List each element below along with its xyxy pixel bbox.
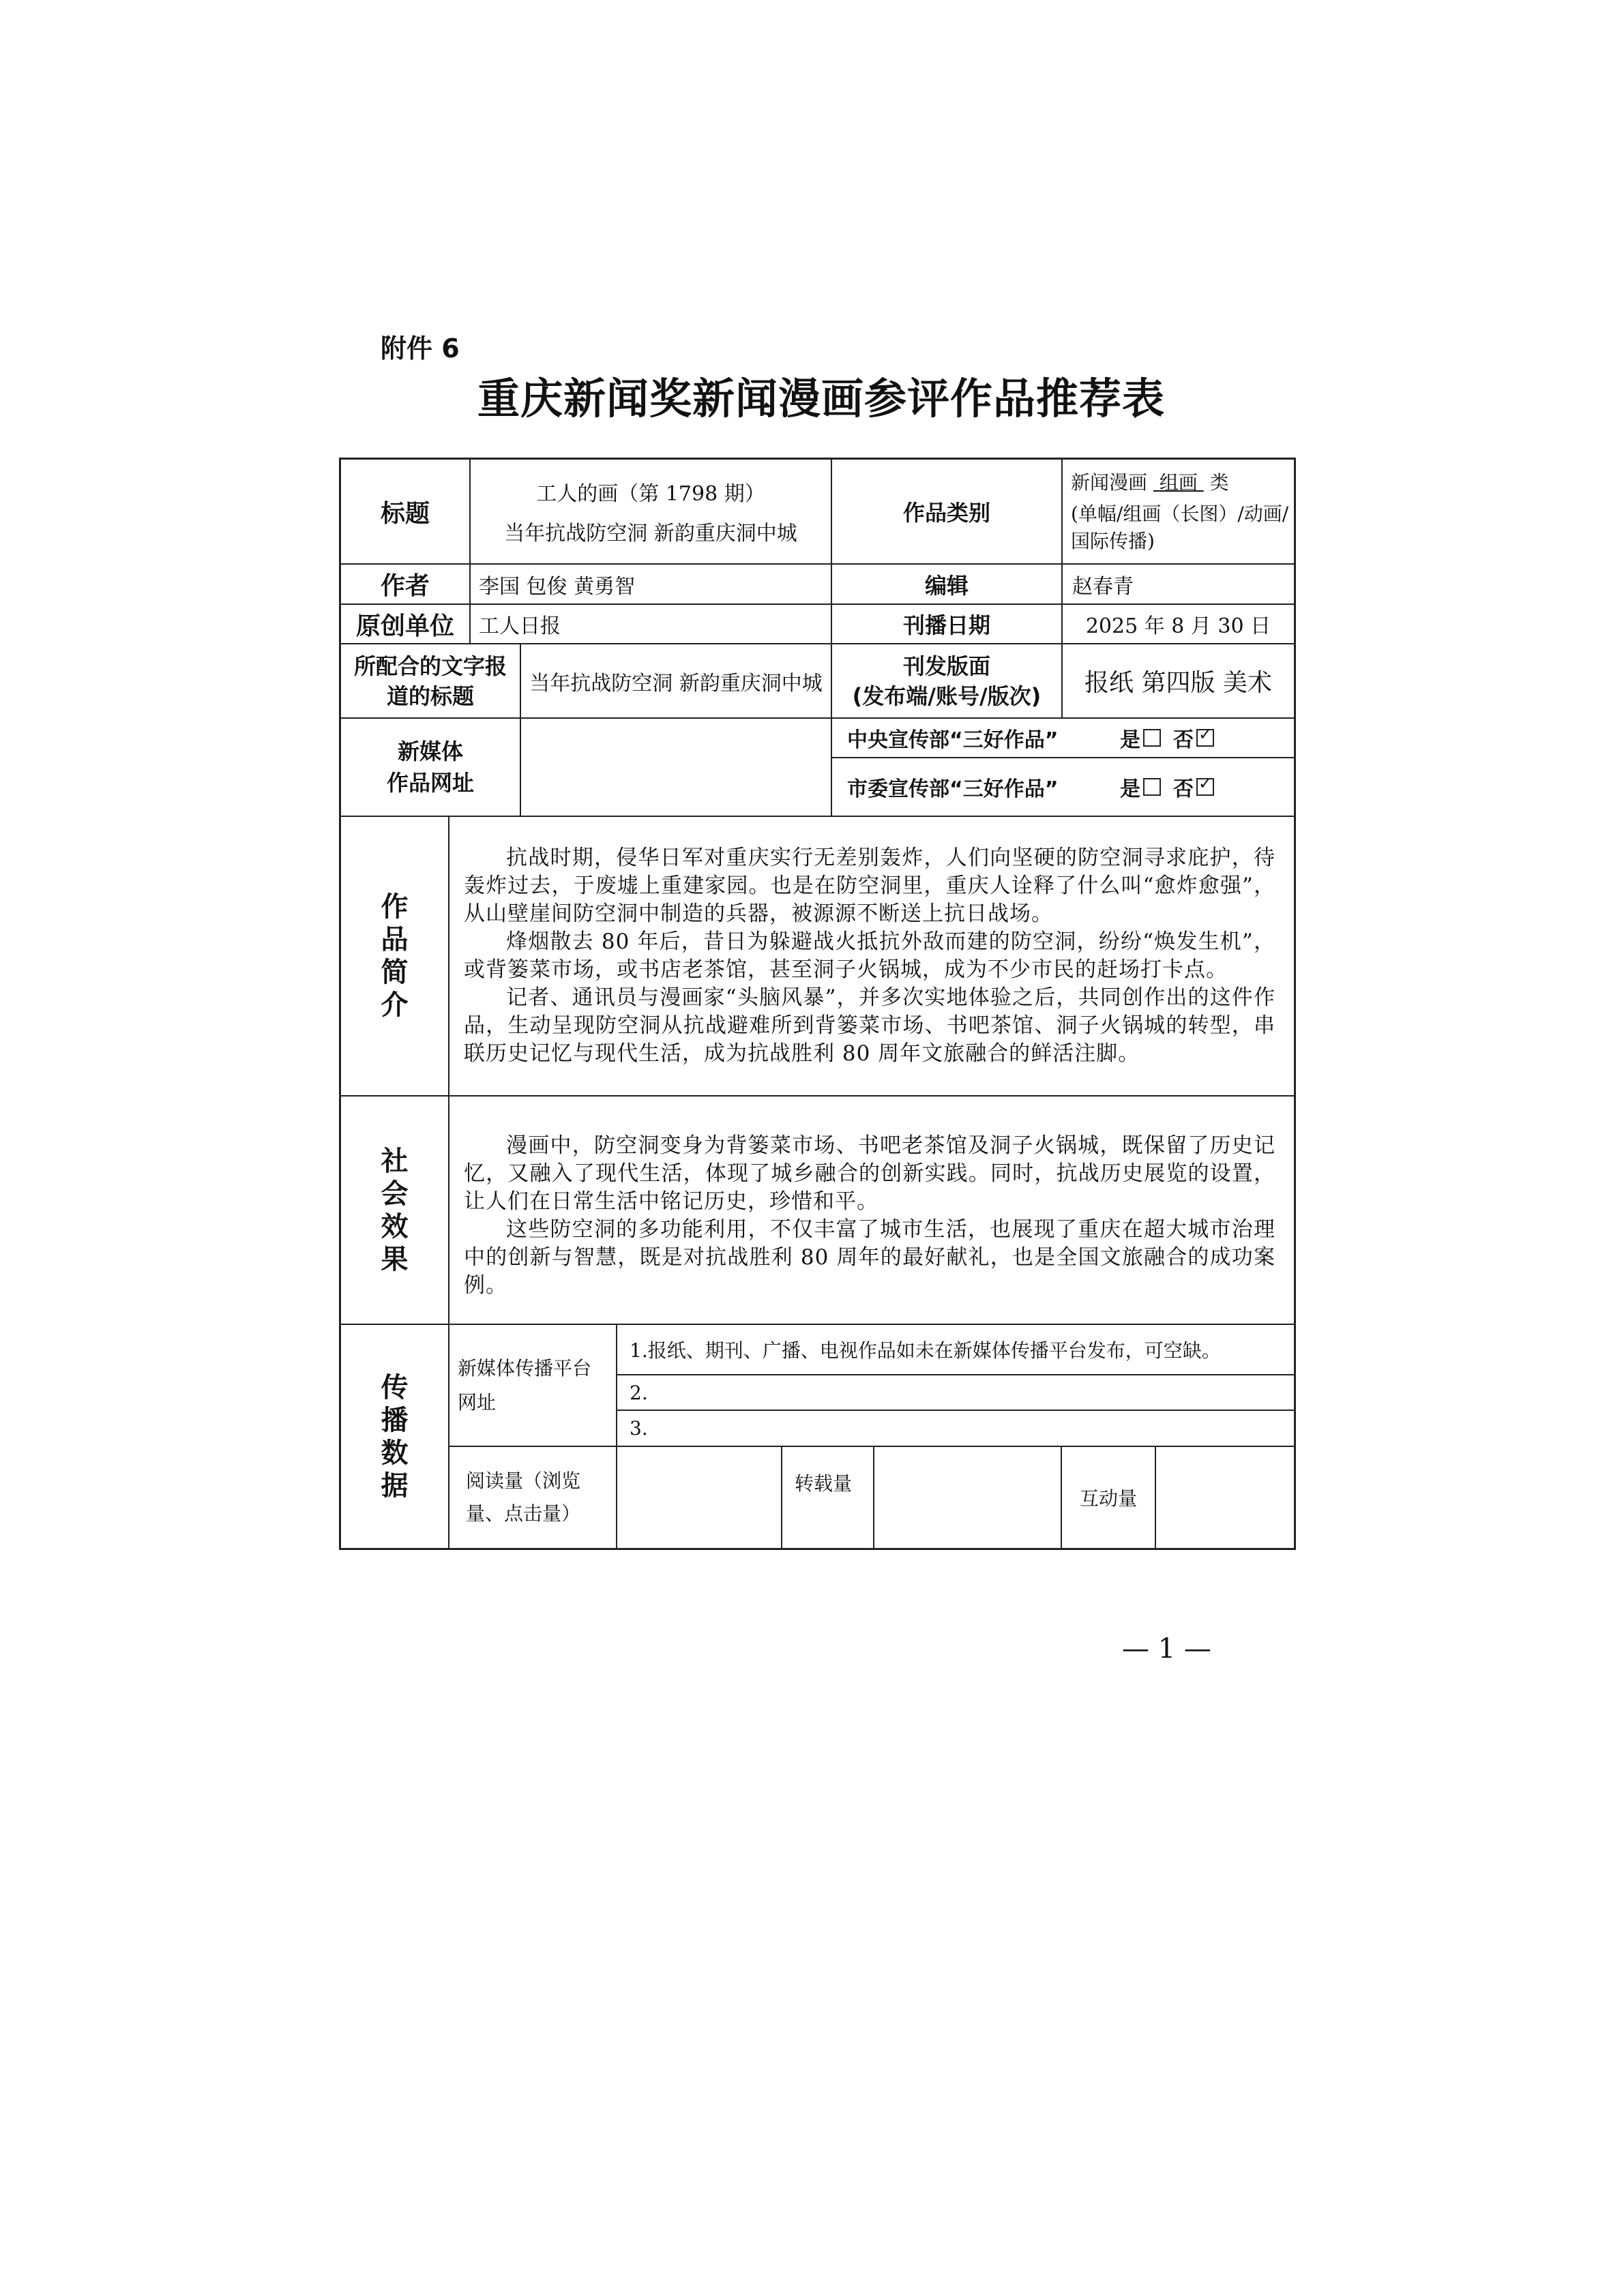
city-no-label: 否 (1173, 777, 1194, 801)
title-label: 标题 (380, 499, 430, 528)
intro-label-text: 作品简介 (381, 891, 409, 1021)
central-three-good-label: 中央宣传部“三好作品” (847, 728, 1059, 752)
reposts-label: 转载量 (795, 1472, 853, 1495)
editor-value: 赵春青 (1072, 574, 1134, 599)
effect-paragraph: 漫画中，防空洞变身为背篓菜市场、书吧老茶馆及洞子火锅城，既保留了历史记忆，又融入了现代生活，体现了城乡融合的创新实践。同时，抗战历史展览的设置，让人们在日常生活中铭记历史，珍惜和平。 (464, 1133, 1275, 1214)
spread-label-text: 传播数据 (381, 1371, 409, 1502)
newmedia-label: 新媒体 作品网址 (386, 739, 474, 796)
date-label: 刊播日期 (902, 612, 990, 638)
date-value: 2025 年 8 月 30 日 (1085, 614, 1271, 638)
category-suffix: 类 (1209, 471, 1229, 494)
reads-value[interactable] (617, 1447, 781, 1548)
reads-label: 阅读量（浏览量、点击量） (466, 1470, 581, 1525)
effect-label (341, 1097, 448, 1324)
category-selected: 组画 (1159, 471, 1198, 494)
platform-url-2[interactable]: 2. (630, 1381, 648, 1404)
editor-label: 编辑 (924, 572, 969, 599)
layout-label: 刊发版面 (发布端/账号/版次) (852, 653, 1042, 709)
interactions-label: 互动量 (1079, 1487, 1137, 1510)
intro-label (341, 817, 448, 1095)
intro-paragraph: 烽烟散去 80 年后，昔日为躲避战火抵抗外敌而建的防空洞，纷纷“焕发生机”，或背篓菜市场，或书店老茶馆，甚至洞子火锅城，成为不少市民的赶场打卡点。 (464, 929, 1275, 982)
unit-label: 原创单位 (355, 612, 454, 640)
effect-label-text: 社会效果 (381, 1145, 409, 1275)
central-no-checkbox[interactable] (1196, 729, 1214, 747)
city-three-good-row (832, 758, 1294, 816)
page-number: — 1 — (1122, 1633, 1211, 1665)
page-title: 重庆新闻奖新闻漫画参评作品推荐表 (477, 374, 1166, 423)
layout-value: 报纸 第四版 美术 (1084, 669, 1272, 697)
intro-paragraph: 记者、通讯员与漫画家“头脑风暴”，并多次实地体验之后，共同创作出的这件作品，生动呈现防空洞从抗战避难所到背篓菜市场、书吧茶馆、洞子火锅城的转型，串联历史记忆与现代生活，成为抗战胜利 80 周年文旅融合的鲜活注脚。 (464, 985, 1275, 1066)
spread-label (341, 1325, 448, 1548)
attachment-label: 附件 6 (381, 333, 460, 363)
title-value-line1: 工人的画（第 1798 期） (536, 482, 765, 506)
interactions-value[interactable] (1156, 1447, 1294, 1548)
city-three-good-label: 市委宣传部“三好作品” (847, 777, 1059, 801)
title-value-line2: 当年抗战防空洞 新韵重庆洞中城 (504, 522, 797, 546)
category-prefix: 新闻漫画 (1071, 471, 1148, 494)
category-options: (单幅/组画（长图）/动画/国际传播) (1071, 503, 1289, 552)
platform-url-3[interactable]: 3. (630, 1417, 648, 1440)
city-yes-label: 是 (1120, 777, 1140, 801)
platform-url-1[interactable]: 1.报纸、期刊、广播、电视作品如未在新媒体传播平台发布，可空缺。 (630, 1339, 1221, 1362)
effect-text (464, 1132, 1275, 1300)
report-label: 所配合的文字报道的标题 (353, 653, 507, 709)
unit-value: 工人日报 (479, 614, 561, 638)
city-no-checkbox[interactable] (1196, 778, 1214, 796)
city-yes-checkbox[interactable] (1143, 778, 1161, 796)
intro-text (464, 844, 1275, 1068)
category-label: 作品类别 (902, 500, 990, 526)
category-value (1063, 460, 1294, 563)
central-yes-label: 是 (1120, 728, 1140, 752)
report-value: 当年抗战防空洞 新韵重庆洞中城 (529, 671, 823, 696)
platform-label: 新媒体传播平台网址 (458, 1356, 592, 1414)
author-label: 作者 (380, 572, 430, 600)
intro-paragraph: 抗战时期，侵华日军对重庆实行无差别轰炸，人们向坚硬的防空洞寻求庇护，待轰炸过去，于废墟上重建家园。也是在防空洞里，重庆人诠释了什么叫“愈炸愈强”，从山壁崖间防空洞中制造的兵器，被源源不断送上抗日战场。 (464, 846, 1275, 926)
central-no-label: 否 (1173, 728, 1194, 752)
author-value: 李国 包俊 黄勇智 (479, 574, 636, 599)
reposts-value[interactable] (874, 1447, 1061, 1548)
newmedia-url-field (521, 719, 831, 816)
central-yes-checkbox[interactable] (1143, 729, 1161, 747)
effect-paragraph: 这些防空洞的多功能利用，不仅丰富了城市生活，也展现了重庆在超大城市治理中的创新与智慧，既是对抗战胜利 80 周年的最好献礼，也是全国文旅融合的成功案例。 (464, 1217, 1275, 1298)
title-value (471, 460, 831, 563)
central-three-good-row (832, 719, 1294, 757)
